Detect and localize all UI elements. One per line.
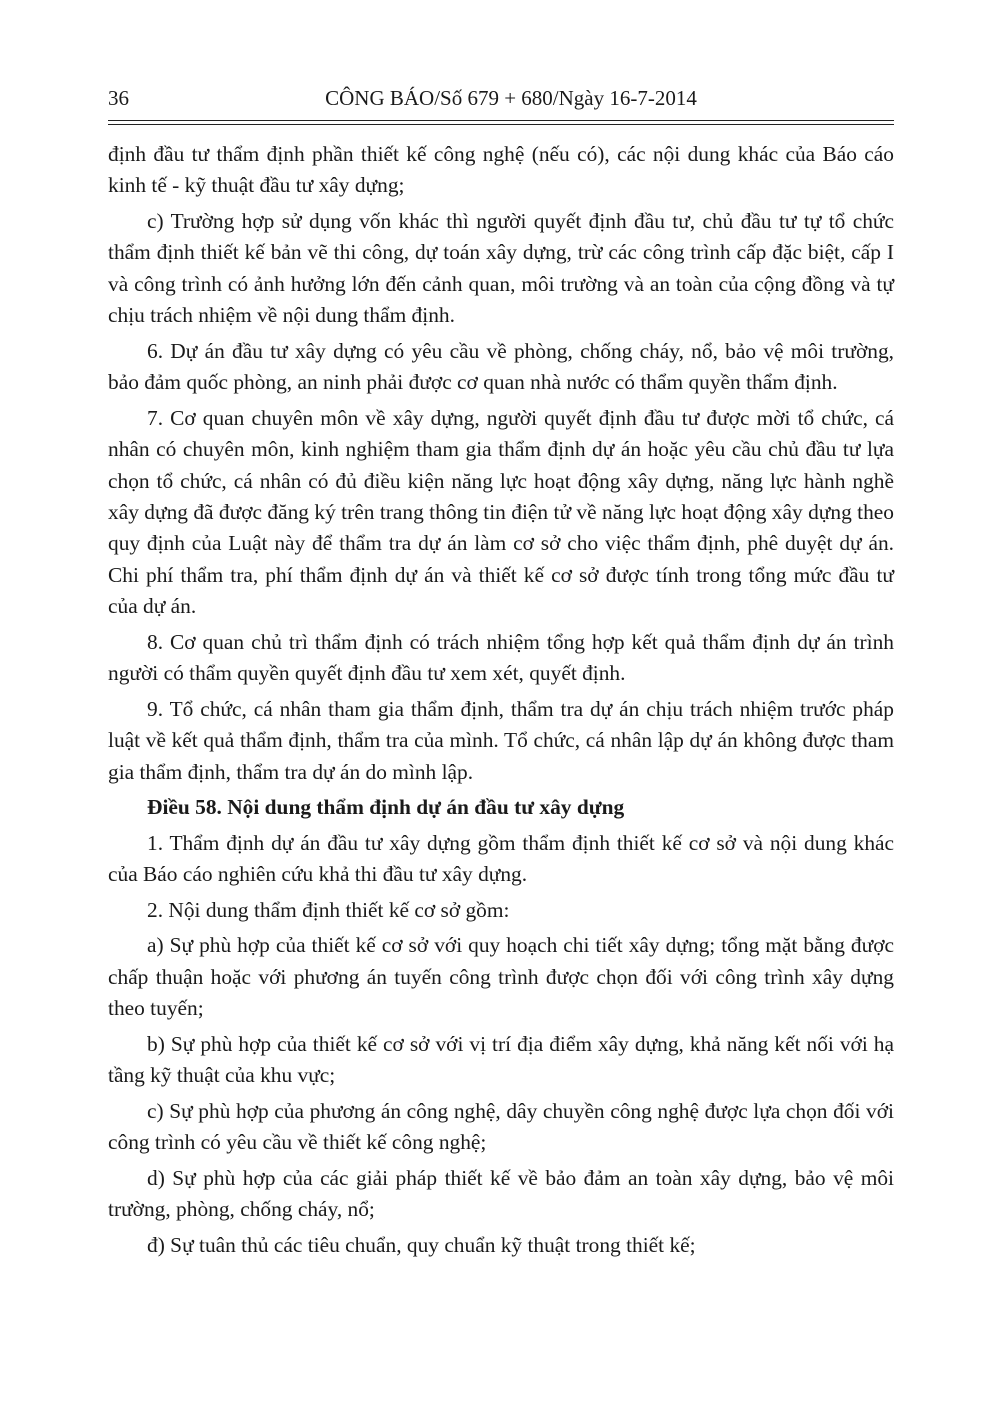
- document-body: [108, 139, 894, 1265]
- paragraph-item-dd: đ) Sự tuân thủ các tiêu chuẩn, quy chuẩn kỹ thuật trong thiết kế;: [147, 1232, 696, 1257]
- paragraph-article-58-clause-2: 2. Nội dung thẩm định thiết kế cơ sở gồm:: [147, 897, 510, 922]
- paragraph-clause-7: 7. Cơ quan chuyên môn về xây dựng, người quyết định đầu tư được mời tổ chức, cá nhân có chuyên môn, kinh nghiệm tham gia thẩm định dự án hoặc yêu cầu chủ đầu tư lựa chọn tổ chức, cá nhân có đủ điều kiện năng lực hoạt động xây dựng, năng lực hành nghề xây dựng đã được đăng ký trên trang thông tin điện tử về năng lực hoạt động xây dựng theo quy định của Luật này để thẩm tra dự án làm cơ sở cho việc thẩm định, phê duyệt dự án. Chi phí thẩm tra, phí thẩm định dự án và thiết kế cơ sở được tính trong tổng mức đầu tư của dự án.: [108, 405, 894, 619]
- header-rule-top: [108, 120, 894, 121]
- paragraph-item-d: d) Sự phù hợp của các giải pháp thiết kế về bảo đảm an toàn xây dựng, bảo vệ môi trường, phòng, chống cháy, nổ;: [108, 1165, 894, 1222]
- paragraph-article-58-clause-1: 1. Thẩm định dự án đầu tư xây dựng gồm thẩm định thiết kế cơ sở và nội dung khác của Báo cáo nghiên cứu khả thi đầu tư xây dựng.: [108, 830, 894, 887]
- article-heading: Điều 58. Nội dung thẩm định dự án đầu tư xây dựng: [147, 795, 625, 820]
- paragraph-clause-6: 6. Dự án đầu tư xây dựng có yêu cầu về phòng, chống cháy, nổ, bảo vệ môi trường, bảo đảm quốc phòng, an ninh phải được cơ quan nhà nước có thẩm quyền thẩm định.: [108, 338, 894, 395]
- paragraph-continuation: định đầu tư thẩm định phần thiết kế công nghệ (nếu có), các nội dung khác của Báo cáo kinh tế - kỹ thuật đầu tư xây dựng;: [108, 142, 894, 198]
- paragraph-item-b: b) Sự phù hợp của thiết kế cơ sở với vị trí địa điểm xây dựng, khả năng kết nối với hạ tầng kỹ thuật của khu vực;: [108, 1031, 894, 1088]
- paragraph-item-c: c) Sự phù hợp của phương án công nghệ, dây chuyền công nghệ được lựa chọn đối với công trình có yêu cầu về thiết kế công nghệ;: [108, 1098, 894, 1155]
- page-header: [108, 86, 894, 116]
- paragraph-clause-8: 8. Cơ quan chủ trì thẩm định có trách nhiệm tổng hợp kết quả thẩm định dự án trình người có thẩm quyền quyết định đầu tư xem xét, quyết định.: [108, 629, 894, 686]
- paragraph-clause-9: 9. Tổ chức, cá nhân tham gia thẩm định, thẩm tra dự án chịu trách nhiệm trước pháp luật về kết quả thẩm định, thẩm tra của mình. Tổ chức, cá nhân lập dự án không được tham gia thẩm định, thẩm tra dự án do mình lập.: [108, 696, 894, 784]
- header-rule-bottom: [108, 124, 894, 125]
- paragraph-clause-5c: c) Trường hợp sử dụng vốn khác thì người quyết định đầu tư, chủ đầu tư tự tổ chức thẩm định thiết kế bản vẽ thi công, dự toán xây dựng, trừ các công trình cấp đặc biệt, cấp I và công trình có ảnh hưởng lớn đến cảnh quan, môi trường và an toàn của cộng đồng và tự chịu trách nhiệm về nội dung thẩm định.: [108, 209, 894, 328]
- paragraph-item-a: a) Sự phù hợp của thiết kế cơ sở với quy hoạch chi tiết xây dựng; tổng mặt bằng được chấp thuận hoặc với phương án tuyến công trình được chọn đối với công trình xây dựng theo tuyến;: [108, 933, 894, 1021]
- page-number: 36: [108, 86, 129, 110]
- gazette-title: CÔNG BÁO/Số 679 + 680/Ngày 16-7-2014: [325, 86, 697, 110]
